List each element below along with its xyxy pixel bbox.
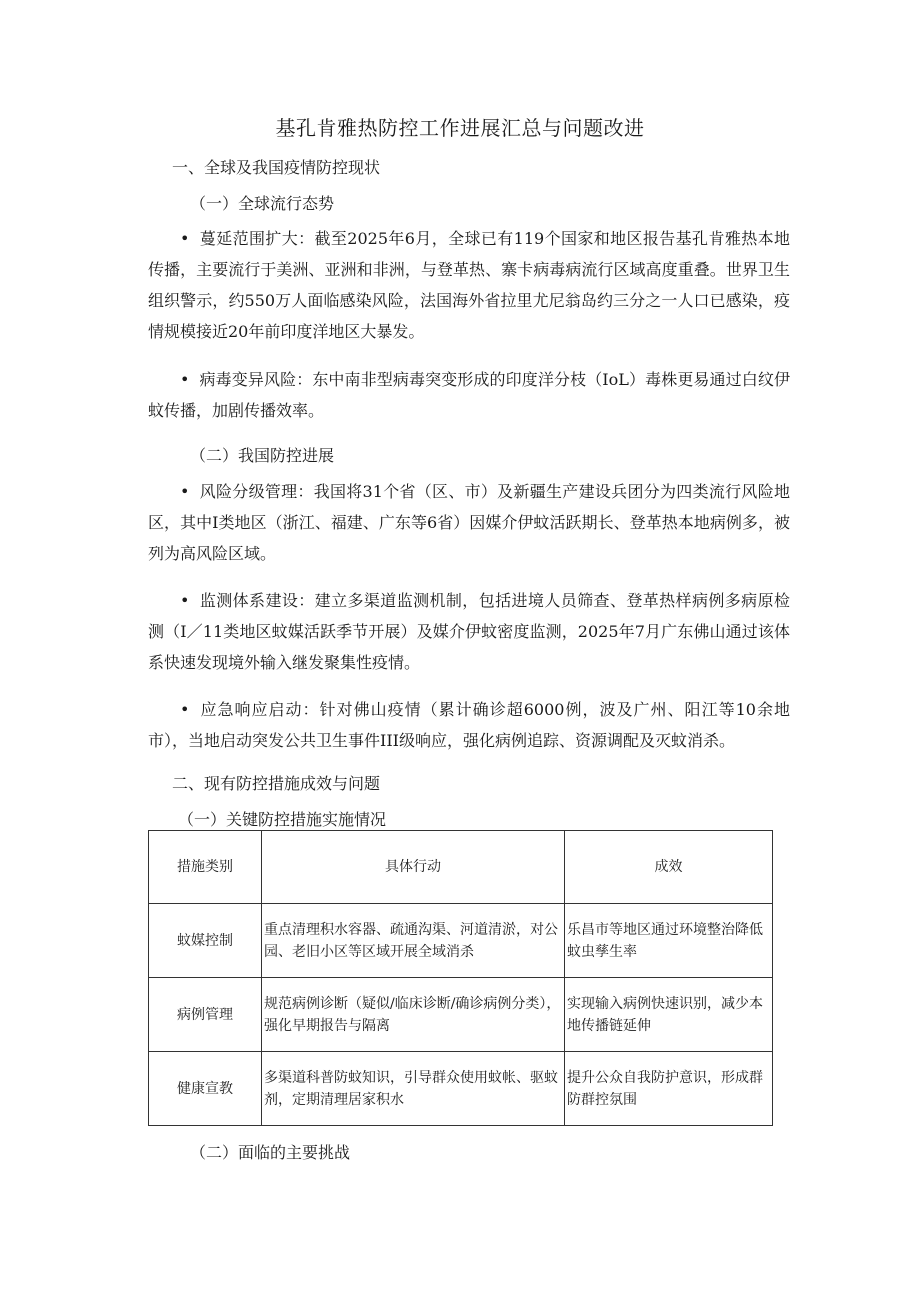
- document-title: 基孔肯雅热防控工作进展汇总与问题改进: [275, 116, 645, 140]
- subsection-heading-2-2: （二）面临的主要挑战: [190, 1143, 351, 1162]
- bullet-icon: •: [180, 700, 190, 719]
- bullet-text: 风险分级管理：我国将31个省（区、市）及新疆生产建设兵团分为四类流行风险地区，其中I类地区（浙江、福建、广东等6省）因媒介伊蚊活跃期长、登革热本地病例多，被列为高风险区域。: [148, 482, 790, 563]
- bullet-text: 病毒变异风险：东中南非型病毒突变形成的印度洋分枝（IoL）毒株更易通过白纹伊蚊传播，加剧传播效率。: [148, 370, 790, 420]
- table-cell-effect: 提升公众自我防护意识，形成群防群控氛围: [565, 1052, 773, 1126]
- table-cell-category: 病例管理: [149, 978, 262, 1052]
- bullet-paragraph: [148, 364, 790, 426]
- bullet-paragraph: [148, 585, 790, 678]
- bullet-text: 监测体系建设：建立多渠道监测机制，包括进境人员筛查、登革热样病例多病原检测（I／11类地区蚊媒活跃季节开展）及媒介伊蚊密度监测，2025年7月广东佛山通过该体系快速发现境外输入继发聚集性疫情。: [148, 591, 790, 672]
- table-header-row: [149, 831, 773, 904]
- bullet-paragraph: [148, 223, 790, 347]
- bullet-icon: •: [180, 370, 190, 389]
- bullet-text: 蔓延范围扩大：截至2025年6月，全球已有119个国家和地区报告基孔肯雅热本地传播，主要流行于美洲、亚洲和非洲，与登革热、寨卡病毒病流行区域高度重叠。世界卫生组织警示，约550万人面临感染风险，法国海外省拉里尤尼翁岛约三分之一人口已感染，疫情规模接近20年前印度洋地区大暴发。: [148, 229, 790, 341]
- table-cell-category: 健康宣教: [149, 1052, 262, 1126]
- bullet-icon: •: [180, 482, 190, 501]
- subsection-heading-1-1: （一）全球流行态势: [190, 194, 335, 213]
- table-cell-action: 规范病例诊断（疑似/临床诊断/确诊病例分类），强化早期报告与隔离: [262, 978, 565, 1052]
- table-row: [149, 904, 773, 978]
- table-row: [149, 978, 773, 1052]
- table-header-cell: 成效: [565, 831, 773, 904]
- measures-table: [148, 830, 773, 1126]
- bullet-icon: •: [180, 229, 190, 248]
- table-cell-action: 多渠道科普防蚊知识，引导群众使用蚊帐、驱蚊剂，定期清理居家积水: [262, 1052, 565, 1126]
- bullet-text: 应急响应启动：针对佛山疫情（累计确诊超6000例，波及广州、阳江等10余地市），当地启动突发公共卫生事件III级响应，强化病例追踪、资源调配及灭蚊消杀。: [148, 700, 790, 750]
- table-cell-action: 重点清理积水容器、疏通沟渠、河道清淤，对公园、老旧小区等区域开展全域消杀: [262, 904, 565, 978]
- bullet-paragraph: [148, 694, 790, 756]
- table-cell-category: 蚊媒控制: [149, 904, 262, 978]
- bullet-icon: •: [180, 591, 190, 610]
- section-heading-1: 一、全球及我国疫情防控现状: [172, 158, 381, 177]
- section-heading-2: 二、现有防控措施成效与问题: [172, 774, 381, 793]
- bullet-paragraph: [148, 476, 790, 569]
- table-row: [149, 1052, 773, 1126]
- table-cell-effect: 实现输入病例快速识别，减少本地传播链延伸: [565, 978, 773, 1052]
- table-header-cell: 具体行动: [262, 831, 565, 904]
- table-cell-effect: 乐昌市等地区通过环境整治降低蚊虫孳生率: [565, 904, 773, 978]
- subsection-heading-1-2: （二）我国防控进展: [190, 446, 335, 465]
- table-header-cell: 措施类别: [149, 831, 262, 904]
- subsection-heading-2-1: （一）关键防控措施实施情况: [178, 810, 387, 829]
